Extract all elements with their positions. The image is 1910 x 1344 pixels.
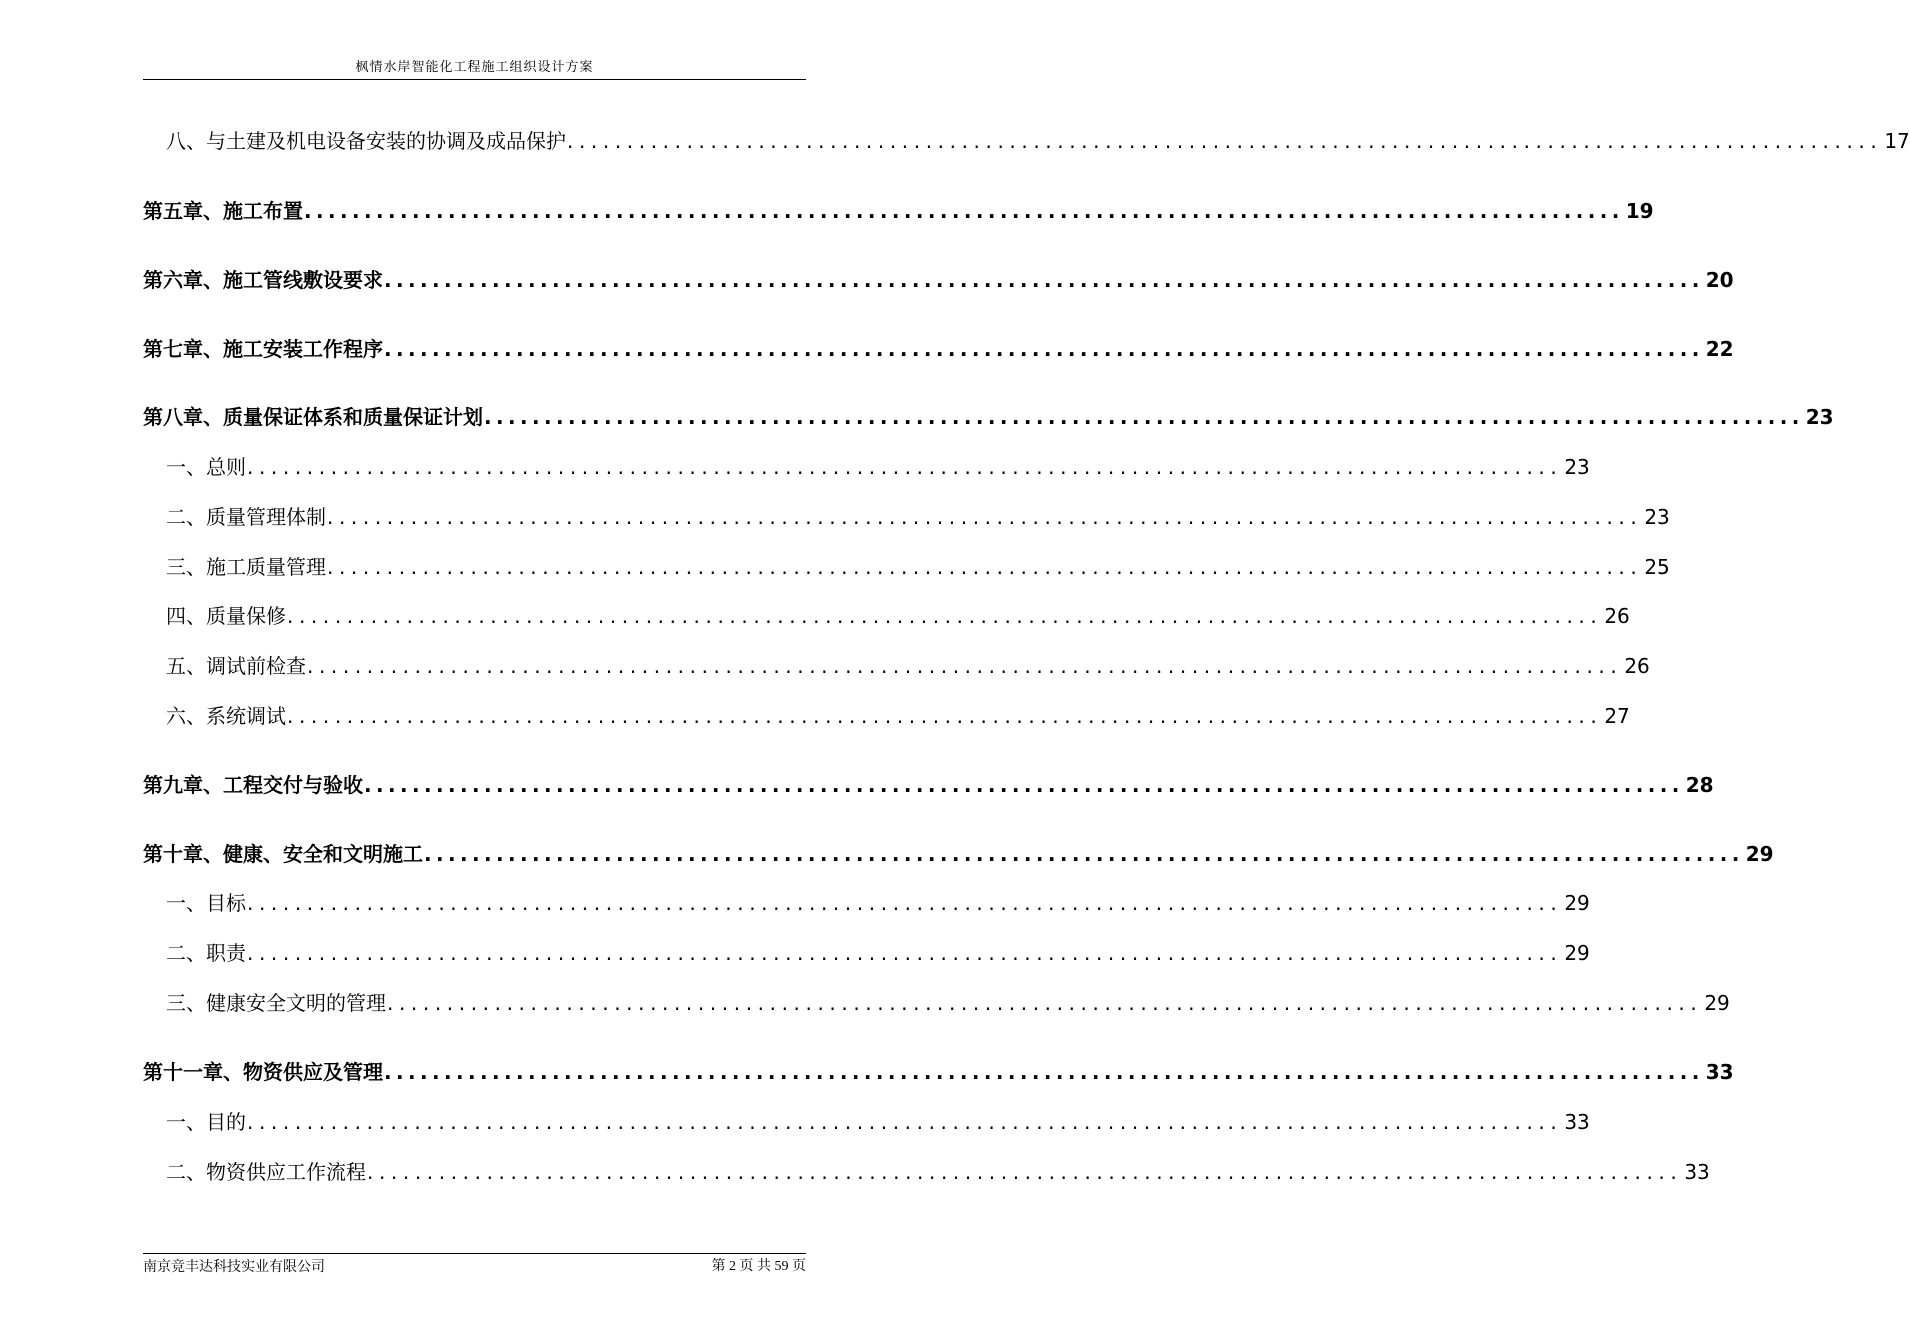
toc-entry-label: 一、目的 [166, 1110, 246, 1134]
toc-dot-leader: .............................................................................................................. [567, 129, 1883, 153]
toc-dot-leader: .............................................................................................................. [424, 842, 1744, 866]
toc-entry-page: 28 [1685, 773, 1714, 797]
toc-dot-leader: .............................................................................................................. [387, 991, 1703, 1015]
toc-entry-page: 33 [1684, 1160, 1710, 1184]
toc-dot-leader: .............................................................................................................. [327, 505, 1643, 529]
toc-entry-label: 三、健康安全文明的管理 [166, 991, 386, 1015]
toc-dot-leader: .............................................................................................................. [304, 199, 1624, 223]
toc-entry[interactable] [166, 452, 1590, 482]
toc-dot-leader: .............................................................................................................. [364, 773, 1684, 797]
footer-company-name: 南京竞丰达科技实业有限公司 [143, 1259, 325, 1275]
toc-entry[interactable] [143, 770, 1714, 800]
toc-entry-page: 29 [1745, 842, 1774, 866]
footer-divider [143, 1253, 806, 1254]
toc-dot-leader: .............................................................................................................. [484, 405, 1804, 429]
toc-dot-leader: .............................................................................................................. [247, 941, 1563, 965]
toc-entry-label: 一、总则 [166, 455, 246, 479]
toc-entry-label: 二、质量管理体制 [166, 505, 326, 529]
footer-page-middle: 页 共 [739, 1259, 771, 1274]
footer-page-suffix: 页 [792, 1259, 806, 1274]
toc-entry[interactable] [166, 502, 1670, 532]
page-header-title: 枫情水岸智能化工程施工组织设计方案 [355, 60, 594, 75]
toc-entry[interactable] [166, 126, 1910, 156]
toc-dot-leader: .............................................................................................................. [367, 1160, 1683, 1184]
toc-entry[interactable] [143, 839, 1774, 869]
toc-entry[interactable] [166, 888, 1590, 918]
toc-dot-leader: .............................................................................................................. [307, 654, 1623, 678]
toc-entry-page: 26 [1624, 654, 1650, 678]
footer-page-prefix: 第 [711, 1259, 726, 1274]
toc-dot-leader: .............................................................................................................. [247, 455, 1563, 479]
toc-entry-page: 17 [1884, 129, 1910, 153]
toc-entry-page: 26 [1604, 604, 1630, 628]
toc-entry-label: 二、物资供应工作流程 [166, 1160, 366, 1184]
toc-entry-page: 23 [1805, 405, 1834, 429]
toc-entry-label: 八、与土建及机电设备安装的协调及成品保护 [166, 129, 566, 153]
toc-entry-page: 29 [1704, 991, 1730, 1015]
toc-entry-page: 19 [1625, 199, 1654, 223]
toc-dot-leader: .............................................................................................................. [247, 891, 1563, 915]
toc-entry-label: 第七章、施工安装工作程序 [143, 337, 383, 361]
toc-entry[interactable] [166, 552, 1670, 582]
toc-entry-label: 五、调试前检查 [166, 654, 306, 678]
toc-entry-page: 22 [1705, 337, 1734, 361]
toc-entry[interactable] [143, 402, 1834, 432]
toc-entry-label: 一、目标 [166, 891, 246, 915]
toc-entry-page: 29 [1564, 941, 1590, 965]
toc-entry[interactable] [166, 701, 1630, 731]
footer-page-current: 2 [729, 1259, 736, 1274]
footer-page-indicator [712, 1258, 807, 1276]
toc-entry[interactable] [166, 1157, 1710, 1187]
toc-dot-leader: .............................................................................................................. [384, 1060, 1704, 1084]
toc-entry-label: 第六章、施工管线敷设要求 [143, 268, 383, 292]
toc-entry-label: 第十一章、物资供应及管理 [143, 1060, 383, 1084]
toc-entry-label: 四、质量保修 [166, 604, 286, 628]
toc-entry-label: 六、系统调试 [166, 704, 286, 728]
toc-entry[interactable] [143, 265, 1734, 295]
toc-dot-leader: .............................................................................................................. [384, 337, 1704, 361]
toc-entry-page: 33 [1705, 1060, 1734, 1084]
toc-entry[interactable] [143, 334, 1734, 364]
toc-entry-page: 33 [1564, 1110, 1590, 1134]
toc-entry[interactable] [166, 1107, 1590, 1137]
toc-dot-leader: .............................................................................................................. [384, 268, 1704, 292]
toc-entry[interactable] [166, 651, 1650, 681]
toc-dot-leader: .............................................................................................................. [327, 555, 1643, 579]
toc-entry[interactable] [166, 938, 1590, 968]
toc-entry-page: 29 [1564, 891, 1590, 915]
toc-dot-leader: .............................................................................................................. [247, 1110, 1563, 1134]
toc-entry[interactable] [143, 196, 1654, 226]
toc-entry[interactable] [143, 1057, 1734, 1087]
toc-entry[interactable] [166, 601, 1630, 631]
toc-entry-page: 23 [1564, 455, 1590, 479]
toc-entry-label: 第十章、健康、安全和文明施工 [143, 842, 423, 866]
toc-entry-page: 27 [1604, 704, 1630, 728]
toc-entry-label: 二、职责 [166, 941, 246, 965]
toc-entry-label: 第九章、工程交付与验收 [143, 773, 363, 797]
toc-entry-page: 20 [1705, 268, 1734, 292]
toc-entry-page: 23 [1644, 505, 1670, 529]
toc-entry-page: 25 [1644, 555, 1670, 579]
toc-entry[interactable] [166, 988, 1730, 1018]
toc-dot-leader: .............................................................................................................. [287, 704, 1603, 728]
toc-entry-label: 第五章、施工布置 [143, 199, 303, 223]
toc-dot-leader: .............................................................................................................. [287, 604, 1603, 628]
footer-page-total: 59 [774, 1259, 789, 1274]
toc-entry-label: 三、施工质量管理 [166, 555, 326, 579]
toc-entry-label: 第八章、质量保证体系和质量保证计划 [143, 405, 483, 429]
